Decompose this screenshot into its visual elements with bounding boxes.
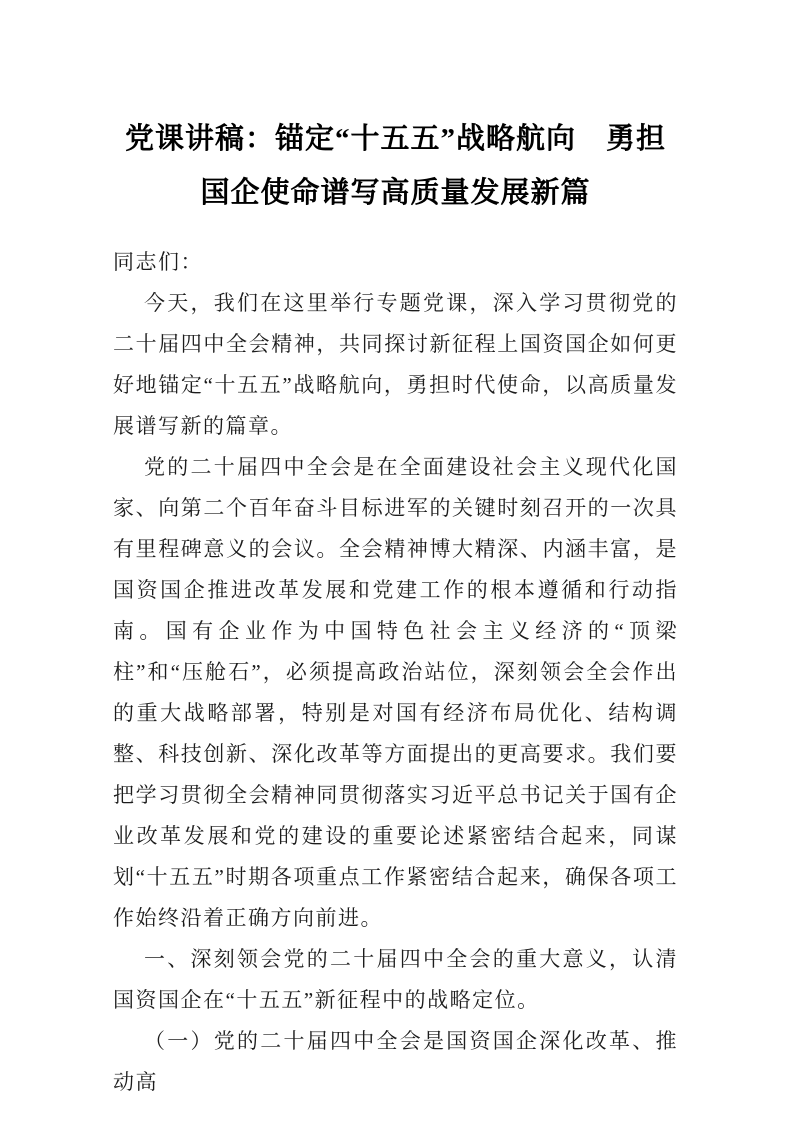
- document-body: [113, 242, 678, 1103]
- title-line-2: 国企使命谱写高质量发展新篇: [200, 177, 591, 209]
- title-line-1: 党课讲稿：锚定“十五五”战略航向 勇担: [124, 123, 666, 155]
- subsection-heading-1-1: （一）党的二十届四中全会是国资国企深化改革、推动高: [113, 1029, 678, 1094]
- document-title: [113, 112, 678, 220]
- salutation: 同志们：: [113, 250, 203, 274]
- paragraph-plenary-significance: 党的二十届四中全会是在全面建设社会主义现代化国家、向第二个百年奋斗目标进军的关键时刻召开的一次具有里程碑意义的会议。全会精神博大精深、内涵丰富，是国资国企推进改革发展和党建工作的根本遵循和行动指南。国有企业作为中国特色社会主义经济的“顶梁柱”和“压舱石”，必须提高政治站位，深刻领会全会作出的重大战略部署，特别是对国有经济布局优化、结构调整、科技创新、深化改革等方面提出的更高要求。我们要把学习贯彻全会精神同贯彻落实习近平总书记关于国有企业改革发展和党的建设的重要论述紧密结合起来，同谋划“十五五”时期各项重点工作紧密结合起来，确保各项工作始终沿着正确方向前进。: [113, 455, 678, 930]
- section-heading-1: 一、深刻领会党的二十届四中全会的重大意义，认清国资国企在“十五五”新征程中的战略定位。: [113, 947, 678, 1012]
- paragraph-intro: 今天，我们在这里举行专题党课，深入学习贯彻党的二十届四中全会精神，共同探讨新征程上国资国企如何更好地锚定“十五五”战略航向，勇担时代使命，以高质量发展谱写新的篇章。: [113, 291, 678, 438]
